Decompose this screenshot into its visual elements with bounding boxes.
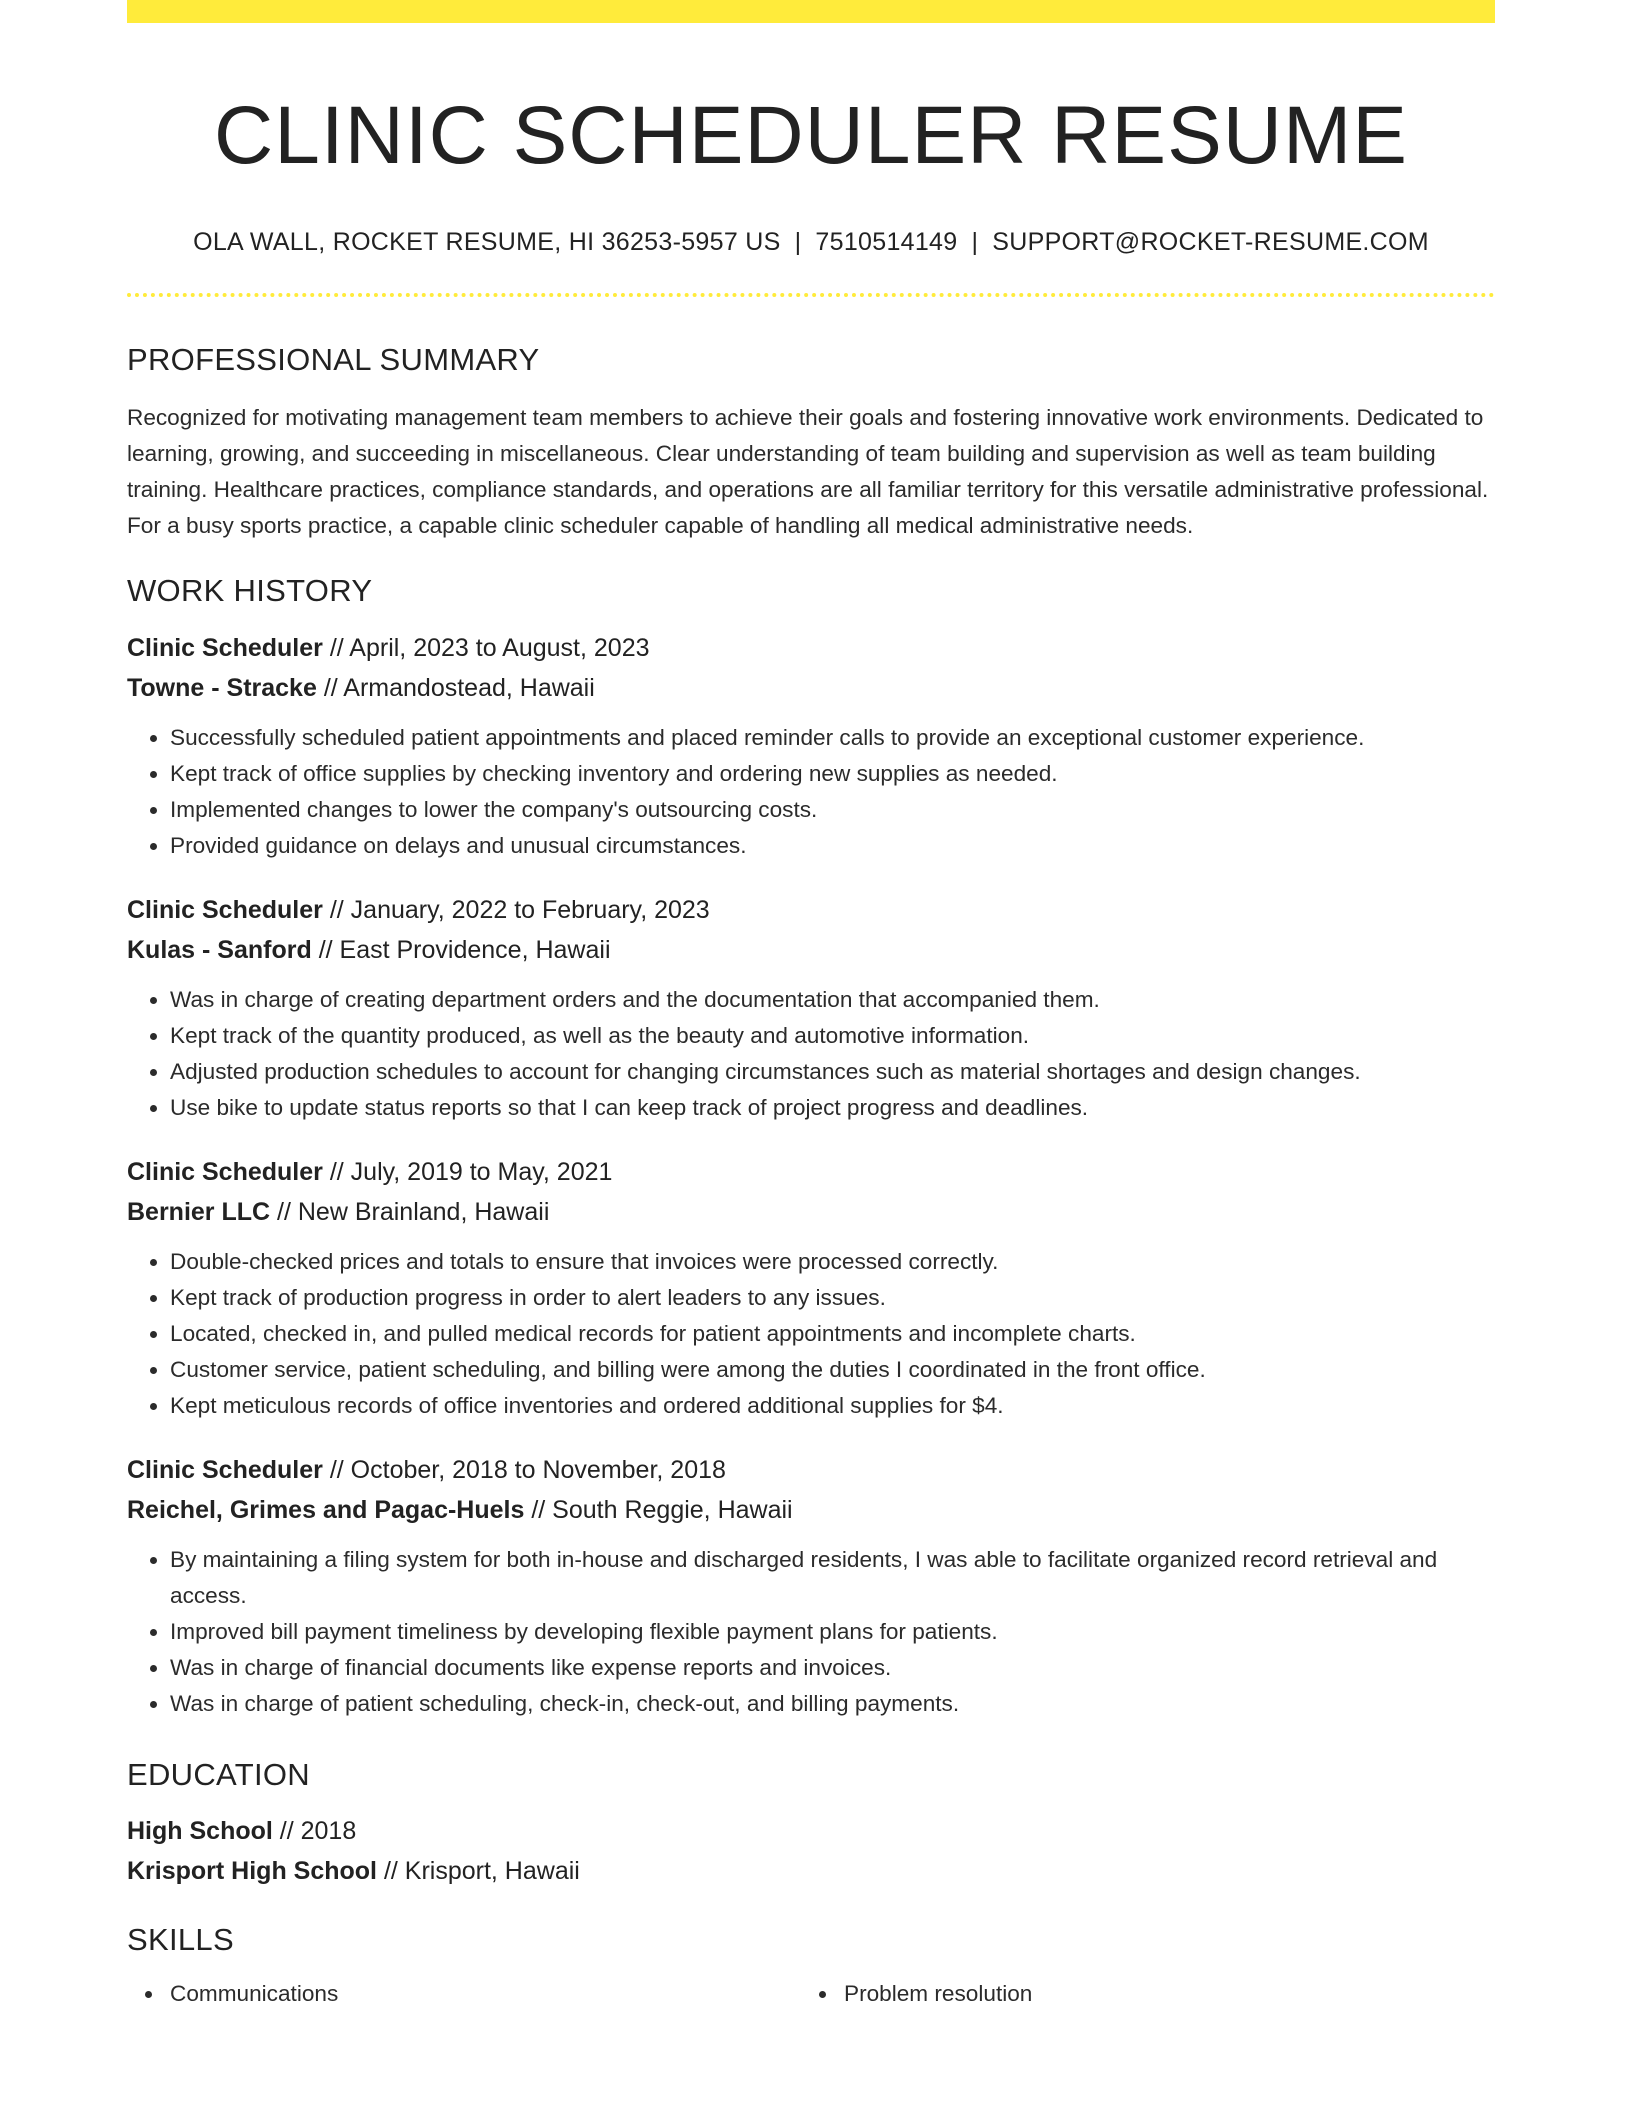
job-bullet: • Was in charge of creating department orders and the documentation that accompanied them. xyxy=(170,982,1495,1018)
job-entry xyxy=(127,1450,1495,1722)
job-location: // Armandostead, Hawaii xyxy=(316,673,595,702)
skills-heading: SKILLS xyxy=(127,1921,234,1957)
job-company-line xyxy=(127,1192,1495,1232)
job-role: Clinic Scheduler xyxy=(127,1157,323,1186)
contact-address: OLA WALL, ROCKET RESUME, HI 36253-5957 US xyxy=(193,228,781,257)
job-dates: // January, 2022 to February, 2023 xyxy=(322,895,710,924)
summary-heading: PROFESSIONAL SUMMARY xyxy=(127,342,540,378)
job-entry xyxy=(127,1152,1495,1424)
job-location: // East Providence, Hawaii xyxy=(311,935,611,964)
accent-top-bar xyxy=(127,0,1495,23)
job-dates: // October, 2018 to November, 2018 xyxy=(322,1455,726,1484)
education-entry xyxy=(127,1811,1495,1891)
job-role-line xyxy=(127,1450,1495,1490)
job-company: Kulas - Sanford xyxy=(127,935,312,964)
job-location: // South Reggie, Hawaii xyxy=(524,1495,793,1524)
job-bullets xyxy=(127,720,1495,864)
contact-separator: | xyxy=(794,228,802,257)
job-dates: // July, 2019 to May, 2021 xyxy=(322,1157,613,1186)
job-bullets xyxy=(127,982,1495,1126)
job-company: Bernier LLC xyxy=(127,1197,271,1226)
job-bullet: • Successfully scheduled patient appointments and placed reminder calls to provide an exceptional customer experience. xyxy=(170,720,1495,756)
job-bullet: • Customer service, patient scheduling, and billing were among the duties I coordinated in the front office. xyxy=(170,1352,1495,1388)
job-bullet: • Provided guidance on delays and unusual circumstances. xyxy=(170,828,1495,864)
contact-email: SUPPORT@ROCKET-RESUME.COM xyxy=(992,228,1429,257)
resume-page xyxy=(127,0,1495,2012)
job-bullet: • Double-checked prices and totals to ensure that invoices were processed correctly. xyxy=(170,1244,1495,1280)
skills-list xyxy=(127,1976,1495,2012)
job-bullet: • Adjusted production schedules to account for changing circumstances such as material shortages and design changes. xyxy=(170,1054,1495,1090)
contact-phone: 7510514149 xyxy=(815,228,958,257)
job-dates: // April, 2023 to August, 2023 xyxy=(322,633,650,662)
job-role: Clinic Scheduler xyxy=(127,895,323,924)
education-school-line xyxy=(127,1851,1495,1891)
job-bullet: • Was in charge of patient scheduling, check-in, check-out, and billing payments. xyxy=(170,1686,1495,1722)
skill-item: Problem resolution xyxy=(801,1976,1475,2012)
job-role-line xyxy=(127,628,1495,668)
job-bullet: • Kept meticulous records of office inventories and ordered additional supplies for $4. xyxy=(170,1388,1495,1424)
job-bullet: • Kept track of production progress in order to alert leaders to any issues. xyxy=(170,1280,1495,1316)
dotted-divider xyxy=(127,293,1495,297)
job-company-line xyxy=(127,668,1495,708)
job-bullet: • Kept track of the quantity produced, as well as the beauty and automotive information. xyxy=(170,1018,1495,1054)
job-bullet: • Improved bill payment timeliness by developing flexible payment plans for patients. xyxy=(170,1614,1495,1650)
resume-title: CLINIC SCHEDULER RESUME xyxy=(214,90,1408,181)
job-bullet: • Implemented changes to lower the company's outsourcing costs. xyxy=(170,792,1495,828)
job-location: // New Brainland, Hawaii xyxy=(270,1197,550,1226)
education-degree-line xyxy=(127,1811,1495,1851)
work-history-heading: WORK HISTORY xyxy=(127,573,373,609)
job-role: Clinic Scheduler xyxy=(127,1455,323,1484)
job-bullet: • Use bike to update status reports so that I can keep track of project progress and deadlines. xyxy=(170,1090,1495,1126)
skill-item: Communications xyxy=(127,1976,801,2012)
job-company-line xyxy=(127,1490,1495,1530)
education-location: // Krisport, Hawaii xyxy=(377,1856,580,1885)
contact-separator: | xyxy=(971,228,979,257)
contact-line xyxy=(127,227,1495,257)
job-bullet: • Located, checked in, and pulled medical records for patient appointments and incomplete charts. xyxy=(170,1316,1495,1352)
education-year: // 2018 xyxy=(272,1816,357,1845)
job-role: Clinic Scheduler xyxy=(127,633,323,662)
job-bullet: • Kept track of office supplies by checking inventory and ordering new supplies as needed. xyxy=(170,756,1495,792)
job-role-line xyxy=(127,890,1495,930)
job-entry xyxy=(127,628,1495,864)
job-company-line xyxy=(127,930,1495,970)
job-company: Towne - Stracke xyxy=(127,673,317,702)
job-bullet: • By maintaining a filing system for both in-house and discharged residents, I was able to facilitate organized record retrieval and access. xyxy=(170,1542,1495,1614)
education-school: Krisport High School xyxy=(127,1856,377,1885)
job-bullets xyxy=(127,1244,1495,1424)
education-degree: High School xyxy=(127,1816,273,1845)
summary-text: Recognized for motivating management team members to achieve their goals and fostering innovative work environments. Dedicated to learning, growing, and succeeding in miscellaneous. Clear understanding of team building and supervision as well as team building training. Healthcare practices, compliance standards, and operations are all familiar territory for this versatile administrative professional. For a busy sports practice, a capable clinic scheduler capable of handling all medical administrative needs. xyxy=(127,405,1489,539)
education-heading: EDUCATION xyxy=(127,1756,310,1792)
job-entry xyxy=(127,890,1495,1126)
job-bullet: • Was in charge of financial documents like expense reports and invoices. xyxy=(170,1650,1495,1686)
job-bullets xyxy=(127,1542,1495,1722)
job-company: Reichel, Grimes and Pagac-Huels xyxy=(127,1495,525,1524)
job-role-line xyxy=(127,1152,1495,1192)
